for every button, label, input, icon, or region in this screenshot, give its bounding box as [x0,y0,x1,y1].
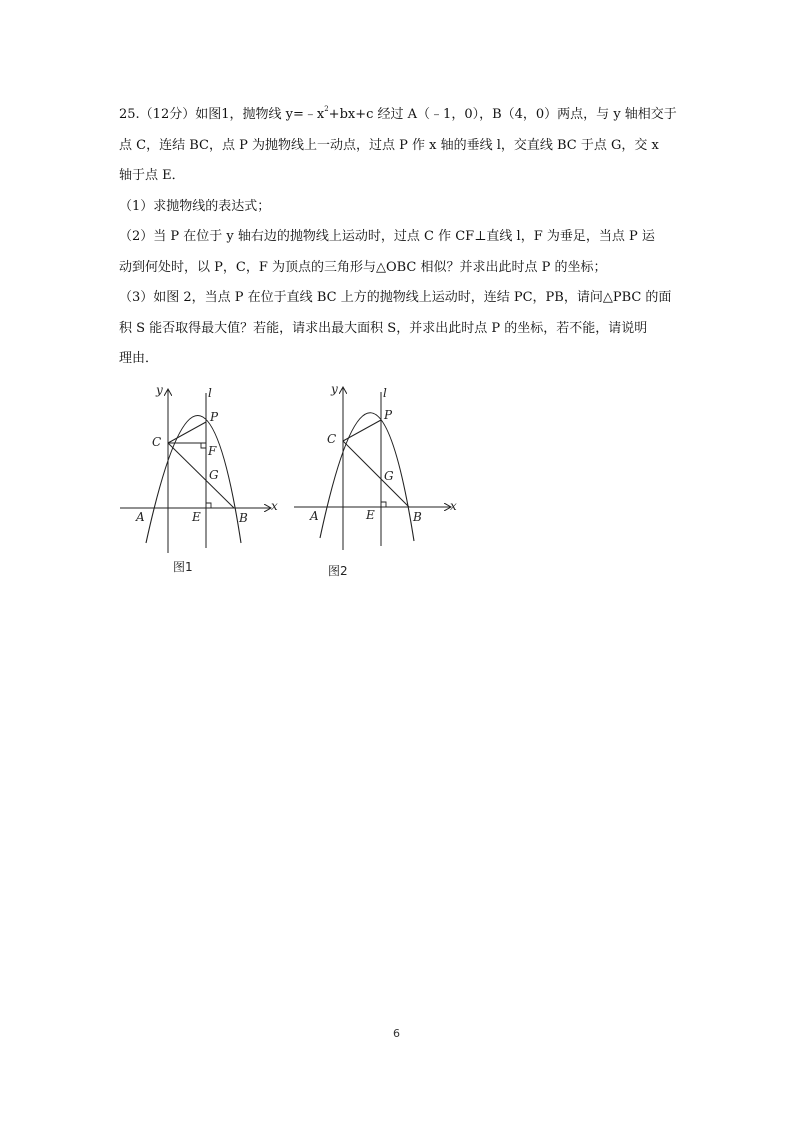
question-3-line-3: 理由． [119,351,159,366]
problem-text [119,100,679,375]
label-y: y [156,383,163,397]
label-l: l [383,386,387,400]
label-p: P [384,408,393,422]
label-a: A [310,509,319,523]
problem-line-3: 轴于点 E． [119,168,185,183]
label-y: y [331,382,338,396]
label-x: x [271,499,278,513]
problem-line-2: 点 C，连结 BC，点 P 为抛物线上一动点，过点 P 作 x 轴的垂线 l，交直线 BC 于点 G，交 x [119,137,659,153]
figure-2 [288,378,463,588]
segment-cp [343,420,381,441]
figure-1 [112,378,282,588]
question-3-line-1: （3）如图 2，当点 P 在位于直线 BC 上方的抛物线上运动时，连结 PC，PB，请问△PBC 的面 [119,290,672,305]
label-e: E [366,508,375,522]
label-e: E [192,510,201,524]
figure-2-caption: 图2 [328,564,348,578]
label-f: F [208,444,217,458]
right-angle-e [381,502,386,507]
segment-cb [343,441,409,507]
right-angle-e [206,503,211,508]
problem-line-1 [119,100,679,131]
problem-line-1-pre: 25.（12分）如图1，抛物线 y=﹣x [119,107,325,122]
label-p: P [210,410,219,424]
right-angle-f [201,443,206,448]
question-2-line-2: 动到何处时，以 P，C，F 为顶点的三角形与△OBC 相似？并求出此时点 P 的坐标； [119,259,607,275]
figures [112,378,462,588]
label-c: C [327,432,337,446]
label-b: B [239,511,248,525]
label-x: x [450,499,457,513]
label-g: G [384,469,394,483]
label-a: A [136,510,145,524]
exponent: 2 [324,105,329,113]
page-number: 6 [393,1027,400,1040]
question-2-line-1: （2）当 P 在位于 y 轴右边的抛物线上运动时，过点 C 作 CF⊥直线 l，F 为垂足，当点 P 运 [119,229,655,244]
label-b: B [413,510,422,524]
label-g: G [209,468,219,482]
problem-line-1-post: +bx+c 经过 A（﹣1，0），B（4，0）两点，与 y 轴相交于 [328,107,677,122]
segment-cp [168,422,206,443]
figure-1-caption: 图1 [173,560,193,574]
segment-cb [168,443,234,508]
label-c: C [152,435,162,449]
question-3-line-2: 积 S 能否取得最大值？若能，请求出最大面积 S，并求出此时点 P 的坐标，若不能，请说明 [119,320,648,336]
label-l: l [208,386,212,400]
question-1: （1）求抛物线的表达式； [119,198,271,214]
